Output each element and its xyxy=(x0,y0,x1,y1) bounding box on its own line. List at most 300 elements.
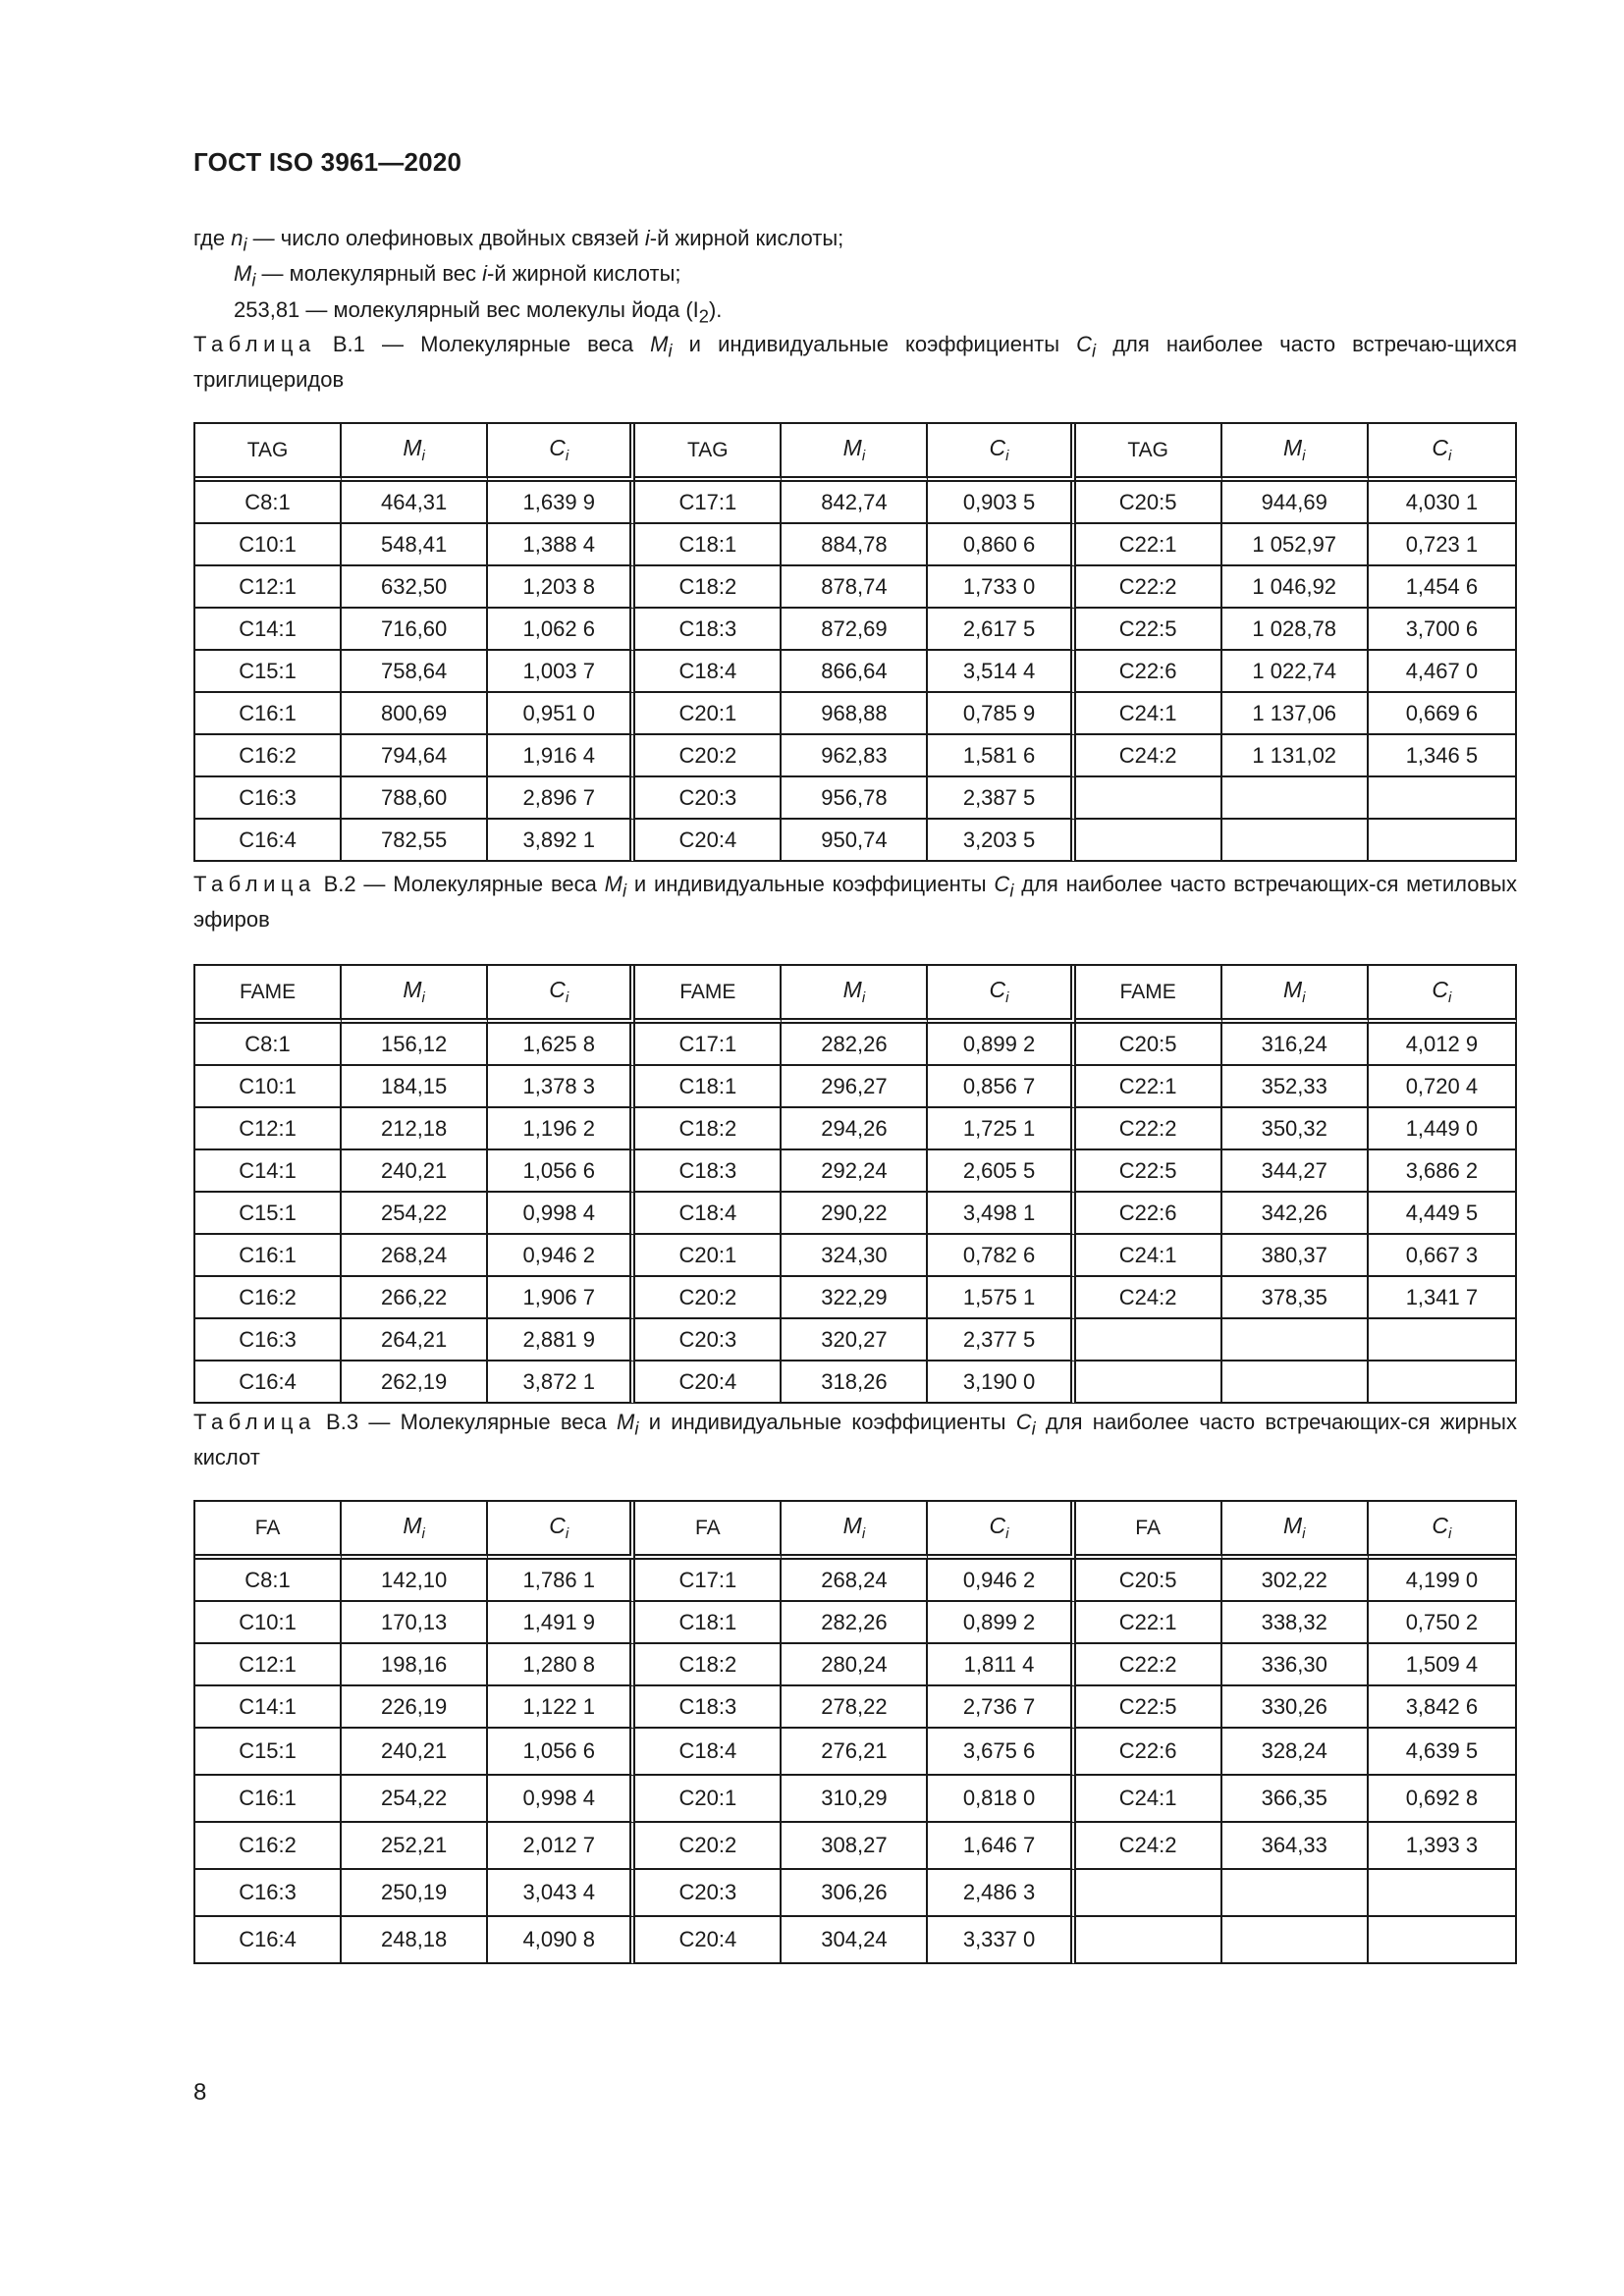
table-cell: 0,946 2 xyxy=(488,1235,635,1277)
table-cell: C22:6 xyxy=(1076,1193,1222,1235)
table-cell: C18:1 xyxy=(635,1066,782,1108)
table-cell: C17:1 xyxy=(635,482,782,524)
column-header-coefficient: $C_i$ xyxy=(488,1502,635,1560)
table-cell: C18:1 xyxy=(635,524,782,566)
table-cell: C18:2 xyxy=(635,566,782,609)
column-header-compound: FAME xyxy=(1076,966,1222,1024)
document-header: ГОСТ ISO 3961—2020 xyxy=(193,147,462,177)
table-cell: C18:2 xyxy=(635,1108,782,1150)
table-cell: C20:3 xyxy=(635,1870,782,1917)
column-header-compound: FAME xyxy=(195,966,342,1024)
table-cell: C8:1 xyxy=(195,1560,342,1602)
table-cell: 1,449 0 xyxy=(1369,1108,1517,1150)
table-row xyxy=(195,482,1517,524)
table-cell: 252,21 xyxy=(342,1823,488,1870)
table-cell: C12:1 xyxy=(195,566,342,609)
column-header-mass: $M_i$ xyxy=(782,1502,928,1560)
table-cell: 1 046,92 xyxy=(1222,566,1369,609)
table-cell: 266,22 xyxy=(342,1277,488,1319)
data-table xyxy=(193,1500,1517,1964)
table-caption: Таблица В.1 — Молекулярные веса $M_i$ и индивидуальные коэффициенты $C_i$ для наиболее часто встречаю-щихся триглицеридов xyxy=(193,332,1518,393)
table-cell: C14:1 xyxy=(195,1686,342,1729)
table-cell: C12:1 xyxy=(195,1108,342,1150)
table-cell: 968,88 xyxy=(782,693,928,735)
column-header-compound: FA xyxy=(1076,1502,1222,1560)
table-cell: 788,60 xyxy=(342,777,488,820)
table-cell: 330,26 xyxy=(1222,1686,1369,1729)
table-cell: 1 028,78 xyxy=(1222,609,1369,651)
table-cell: 4,090 8 xyxy=(488,1917,635,1964)
table-cell xyxy=(1222,1917,1369,1964)
table-cell: 3,514 4 xyxy=(928,651,1075,693)
table-cell: 1,581 6 xyxy=(928,735,1075,777)
table-row xyxy=(195,1870,1517,1917)
table-cell: 254,22 xyxy=(342,1193,488,1235)
table-cell: 2,387 5 xyxy=(928,777,1075,820)
table-cell: 308,27 xyxy=(782,1823,928,1870)
column-header-coefficient: $C_i$ xyxy=(1369,1502,1517,1560)
table-cell: 1,725 1 xyxy=(928,1108,1075,1150)
table-cell: C18:3 xyxy=(635,1686,782,1729)
table-cell: C20:5 xyxy=(1076,1024,1222,1066)
table-cell: C22:2 xyxy=(1076,566,1222,609)
table-cell: 3,872 1 xyxy=(488,1362,635,1404)
table-cell: 1,056 6 xyxy=(488,1150,635,1193)
table-cell: C16:2 xyxy=(195,735,342,777)
table-cell: 350,32 xyxy=(1222,1108,1369,1150)
table-cell: 1 022,74 xyxy=(1222,651,1369,693)
table-cell: 1,733 0 xyxy=(928,566,1075,609)
column-header-mass: $M_i$ xyxy=(1222,966,1369,1024)
table-row xyxy=(195,1235,1517,1277)
table-cell: 2,881 9 xyxy=(488,1319,635,1362)
table-cell: C20:4 xyxy=(635,1917,782,1964)
table-cell: 800,69 xyxy=(342,693,488,735)
table-cell: 4,030 1 xyxy=(1369,482,1517,524)
column-header-mass: $M_i$ xyxy=(342,424,488,482)
table-cell: 1,062 6 xyxy=(488,609,635,651)
table-row xyxy=(195,777,1517,820)
table-cell: 2,012 7 xyxy=(488,1823,635,1870)
table-row xyxy=(195,1108,1517,1150)
table-cell: C17:1 xyxy=(635,1024,782,1066)
column-header-compound: TAG xyxy=(635,424,782,482)
table-cell: 302,22 xyxy=(1222,1560,1369,1602)
table-cell: 364,33 xyxy=(1222,1823,1369,1870)
table-row xyxy=(195,1776,1517,1823)
table-cell: 944,69 xyxy=(1222,482,1369,524)
table-row xyxy=(195,1729,1517,1776)
table-cell: 3,686 2 xyxy=(1369,1150,1517,1193)
table-cell: C24:2 xyxy=(1076,735,1222,777)
table-cell: C8:1 xyxy=(195,482,342,524)
table-cell: 0,669 6 xyxy=(1369,693,1517,735)
table-cell: C10:1 xyxy=(195,1602,342,1644)
table-cell: 2,605 5 xyxy=(928,1150,1075,1193)
table-cell: 548,41 xyxy=(342,524,488,566)
table-cell: 1,509 4 xyxy=(1369,1644,1517,1686)
table-cell: 0,998 4 xyxy=(488,1776,635,1823)
table-cell xyxy=(1076,1870,1222,1917)
table-cell xyxy=(1222,1362,1369,1404)
table-cell: C15:1 xyxy=(195,651,342,693)
table-cell: 632,50 xyxy=(342,566,488,609)
table-cell xyxy=(1222,820,1369,862)
column-header-compound: TAG xyxy=(195,424,342,482)
table-row xyxy=(195,1917,1517,1964)
table-cell: 3,842 6 xyxy=(1369,1686,1517,1729)
table-cell: 250,19 xyxy=(342,1870,488,1917)
table-cell: 0,723 1 xyxy=(1369,524,1517,566)
table-cell: 290,22 xyxy=(782,1193,928,1235)
table-cell: 4,467 0 xyxy=(1369,651,1517,693)
table-cell: 0,860 6 xyxy=(928,524,1075,566)
column-header-coefficient: $C_i$ xyxy=(1369,424,1517,482)
table-cell: 240,21 xyxy=(342,1150,488,1193)
table-cell: C18:3 xyxy=(635,609,782,651)
table-cell: 2,736 7 xyxy=(928,1686,1075,1729)
table-cell: 3,675 6 xyxy=(928,1729,1075,1776)
table-cell xyxy=(1369,1362,1517,1404)
table-cell: 226,19 xyxy=(342,1686,488,1729)
data-table xyxy=(193,422,1517,862)
table-cell: C24:1 xyxy=(1076,1235,1222,1277)
table-cell: C20:2 xyxy=(635,735,782,777)
table-cell: C24:2 xyxy=(1076,1823,1222,1870)
table-cell: 782,55 xyxy=(342,820,488,862)
table-cell: C20:4 xyxy=(635,820,782,862)
table-row xyxy=(195,1277,1517,1319)
table-cell: 212,18 xyxy=(342,1108,488,1150)
table-cell: 0,899 2 xyxy=(928,1602,1075,1644)
table-cell: 306,26 xyxy=(782,1870,928,1917)
table-cell xyxy=(1222,1870,1369,1917)
table-cell: 884,78 xyxy=(782,524,928,566)
table-cell: 0,899 2 xyxy=(928,1024,1075,1066)
table-cell: C20:3 xyxy=(635,777,782,820)
table-cell: 262,19 xyxy=(342,1362,488,1404)
table-cell: 292,24 xyxy=(782,1150,928,1193)
table-cell: 156,12 xyxy=(342,1024,488,1066)
table-cell: 1,639 9 xyxy=(488,482,635,524)
table-cell: 380,37 xyxy=(1222,1235,1369,1277)
table-cell: 3,043 4 xyxy=(488,1870,635,1917)
table-cell: C20:3 xyxy=(635,1319,782,1362)
table-cell: 320,27 xyxy=(782,1319,928,1362)
table-cell: 328,24 xyxy=(1222,1729,1369,1776)
table-cell xyxy=(1076,820,1222,862)
table-cell: 1,646 7 xyxy=(928,1823,1075,1870)
table-cell: 324,30 xyxy=(782,1235,928,1277)
table-cell: 1,203 8 xyxy=(488,566,635,609)
table-cell: 866,64 xyxy=(782,651,928,693)
table-cell: C18:3 xyxy=(635,1150,782,1193)
table-cell: 4,449 5 xyxy=(1369,1193,1517,1235)
table-cell: 342,26 xyxy=(1222,1193,1369,1235)
table-cell: C20:5 xyxy=(1076,482,1222,524)
table-cell: 264,21 xyxy=(342,1319,488,1362)
column-header-coefficient: $C_i$ xyxy=(928,424,1075,482)
table-row xyxy=(195,1644,1517,1686)
table-cell: 1,491 9 xyxy=(488,1602,635,1644)
table-row xyxy=(195,1362,1517,1404)
table-cell: C15:1 xyxy=(195,1729,342,1776)
data-table xyxy=(193,964,1517,1404)
column-header-mass: $M_i$ xyxy=(342,966,488,1024)
table-row xyxy=(195,1024,1517,1066)
table-cell: 0,903 5 xyxy=(928,482,1075,524)
table-cell: 2,377 5 xyxy=(928,1319,1075,1362)
column-header-compound: FAME xyxy=(635,966,782,1024)
table-cell: 240,21 xyxy=(342,1729,488,1776)
table-cell: 0,856 7 xyxy=(928,1066,1075,1108)
legend-line-n: где $n_i$ — число олефиновых двойных связей i-й жирной кислоты; xyxy=(193,226,844,255)
table-row xyxy=(195,1066,1517,1108)
table-cell: 170,13 xyxy=(342,1602,488,1644)
column-header-coefficient: $C_i$ xyxy=(928,1502,1075,1560)
table-cell: C22:6 xyxy=(1076,1729,1222,1776)
column-header-coefficient: $C_i$ xyxy=(1369,966,1517,1024)
table-cell xyxy=(1369,820,1517,862)
table-cell: 0,782 6 xyxy=(928,1235,1075,1277)
table-cell: C22:5 xyxy=(1076,1686,1222,1729)
table-row xyxy=(195,651,1517,693)
table-cell: 0,818 0 xyxy=(928,1776,1075,1823)
table-cell: C20:4 xyxy=(635,1362,782,1404)
table-row xyxy=(195,1602,1517,1644)
table-cell: 296,27 xyxy=(782,1066,928,1108)
table-cell: 142,10 xyxy=(342,1560,488,1602)
table-cell: C22:6 xyxy=(1076,651,1222,693)
table-row xyxy=(195,566,1517,609)
table-cell: C18:4 xyxy=(635,1729,782,1776)
table-cell: 956,78 xyxy=(782,777,928,820)
table-row xyxy=(195,1319,1517,1362)
table-row xyxy=(195,693,1517,735)
table-cell xyxy=(1369,1870,1517,1917)
table-header-row xyxy=(195,966,1517,1024)
table-cell: 366,35 xyxy=(1222,1776,1369,1823)
table-cell: C14:1 xyxy=(195,609,342,651)
table-cell: C15:1 xyxy=(195,1193,342,1235)
table-cell: C12:1 xyxy=(195,1644,342,1686)
table-cell: 1,056 6 xyxy=(488,1729,635,1776)
table-cell: C18:1 xyxy=(635,1602,782,1644)
table-cell: 1,341 7 xyxy=(1369,1277,1517,1319)
table-cell: 282,26 xyxy=(782,1602,928,1644)
table-row xyxy=(195,609,1517,651)
table-cell xyxy=(1222,777,1369,820)
table-cell: C16:3 xyxy=(195,1870,342,1917)
column-header-coefficient: $C_i$ xyxy=(488,966,635,1024)
table-cell: 1 131,02 xyxy=(1222,735,1369,777)
table-cell: C22:2 xyxy=(1076,1108,1222,1150)
table-cell: 1,346 5 xyxy=(1369,735,1517,777)
table-cell: 3,203 5 xyxy=(928,820,1075,862)
table-cell: 282,26 xyxy=(782,1024,928,1066)
table-cell: 294,26 xyxy=(782,1108,928,1150)
table-cell: 280,24 xyxy=(782,1644,928,1686)
table-cell: C16:4 xyxy=(195,820,342,862)
table-cell: 464,31 xyxy=(342,482,488,524)
table-cell: 304,24 xyxy=(782,1917,928,1964)
table-cell: C18:4 xyxy=(635,651,782,693)
table-cell: C16:4 xyxy=(195,1917,342,1964)
table-cell: C10:1 xyxy=(195,1066,342,1108)
table-cell: 0,998 4 xyxy=(488,1193,635,1235)
table-cell: 0,692 8 xyxy=(1369,1776,1517,1823)
table-cell: C16:2 xyxy=(195,1823,342,1870)
table-cell: 4,012 9 xyxy=(1369,1024,1517,1066)
table-cell: C20:5 xyxy=(1076,1560,1222,1602)
table-cell: 0,750 2 xyxy=(1369,1602,1517,1644)
column-header-coefficient: $C_i$ xyxy=(488,424,635,482)
table-cell: 344,27 xyxy=(1222,1150,1369,1193)
table-cell: 1,280 8 xyxy=(488,1644,635,1686)
table-cell: C20:2 xyxy=(635,1823,782,1870)
table-row xyxy=(195,1560,1517,1602)
table-cell: 716,60 xyxy=(342,609,488,651)
table-cell: 1,003 7 xyxy=(488,651,635,693)
table-cell: C18:2 xyxy=(635,1644,782,1686)
table-cell: 322,29 xyxy=(782,1277,928,1319)
table-cell: 2,896 7 xyxy=(488,777,635,820)
table-cell: 878,74 xyxy=(782,566,928,609)
table-cell: 248,18 xyxy=(342,1917,488,1964)
table-cell: C16:2 xyxy=(195,1277,342,1319)
table-cell: C16:1 xyxy=(195,693,342,735)
table-cell: C10:1 xyxy=(195,524,342,566)
column-header-compound: FA xyxy=(635,1502,782,1560)
table-cell: C22:2 xyxy=(1076,1644,1222,1686)
table-cell: 2,617 5 xyxy=(928,609,1075,651)
table-cell: 0,720 4 xyxy=(1369,1066,1517,1108)
table-cell: 0,667 3 xyxy=(1369,1235,1517,1277)
table-cell: 3,892 1 xyxy=(488,820,635,862)
table-cell: 950,74 xyxy=(782,820,928,862)
table-cell: 2,486 3 xyxy=(928,1870,1075,1917)
table-cell: 1 052,97 xyxy=(1222,524,1369,566)
table-cell: C22:1 xyxy=(1076,1602,1222,1644)
table-cell: 4,639 5 xyxy=(1369,1729,1517,1776)
table-cell: 1,196 2 xyxy=(488,1108,635,1150)
table-cell: 758,64 xyxy=(342,651,488,693)
table-cell: 3,700 6 xyxy=(1369,609,1517,651)
column-header-mass: $M_i$ xyxy=(1222,1502,1369,1560)
table-cell: C16:3 xyxy=(195,1319,342,1362)
table-cell: 872,69 xyxy=(782,609,928,651)
table-cell: C16:1 xyxy=(195,1235,342,1277)
table-row xyxy=(195,820,1517,862)
table-caption: Таблица В.3 — Молекулярные веса $M_i$ и индивидуальные коэффициенты $C_i$ для наиболее часто встречающих-ся жирных кислот xyxy=(193,1410,1517,1470)
table-cell xyxy=(1369,1319,1517,1362)
table-cell: 1,378 3 xyxy=(488,1066,635,1108)
table-cell: 352,33 xyxy=(1222,1066,1369,1108)
column-header-mass: $M_i$ xyxy=(342,1502,488,1560)
table-cell: 1,786 1 xyxy=(488,1560,635,1602)
table-cell: C17:1 xyxy=(635,1560,782,1602)
table-cell: C20:2 xyxy=(635,1277,782,1319)
column-header-compound: FA xyxy=(195,1502,342,1560)
table-cell: 0,946 2 xyxy=(928,1560,1075,1602)
table-cell: 3,498 1 xyxy=(928,1193,1075,1235)
table-cell xyxy=(1222,1319,1369,1362)
table-row xyxy=(195,1686,1517,1729)
table-cell: 1,906 7 xyxy=(488,1277,635,1319)
table-cell: 0,785 9 xyxy=(928,693,1075,735)
table-cell: 336,30 xyxy=(1222,1644,1369,1686)
table-cell: 268,24 xyxy=(342,1235,488,1277)
table-cell: 3,190 0 xyxy=(928,1362,1075,1404)
table-cell: 1,575 1 xyxy=(928,1277,1075,1319)
table-cell: C14:1 xyxy=(195,1150,342,1193)
legend-line-m: $M_i$ — молекулярный вес i-й жирной кислоты; xyxy=(234,261,681,291)
table-cell: 4,199 0 xyxy=(1369,1560,1517,1602)
column-header-mass: $M_i$ xyxy=(782,966,928,1024)
table-cell: C24:1 xyxy=(1076,1776,1222,1823)
table-cell xyxy=(1369,777,1517,820)
table-cell: 1,454 6 xyxy=(1369,566,1517,609)
table-cell: 1 137,06 xyxy=(1222,693,1369,735)
table-cell: 1,916 4 xyxy=(488,735,635,777)
table-cell: 962,83 xyxy=(782,735,928,777)
column-header-coefficient: $C_i$ xyxy=(928,966,1075,1024)
table-cell xyxy=(1076,1362,1222,1404)
table-cell: 794,64 xyxy=(342,735,488,777)
table-cell: C24:1 xyxy=(1076,693,1222,735)
table-cell: C16:3 xyxy=(195,777,342,820)
table-cell: 318,26 xyxy=(782,1362,928,1404)
table-cell: 268,24 xyxy=(782,1560,928,1602)
table-cell: 1,811 4 xyxy=(928,1644,1075,1686)
formula-legend xyxy=(193,224,843,331)
table-cell: C18:4 xyxy=(635,1193,782,1235)
column-header-compound: TAG xyxy=(1076,424,1222,482)
table-cell: C20:1 xyxy=(635,1235,782,1277)
table-cell: 842,74 xyxy=(782,482,928,524)
table-row xyxy=(195,735,1517,777)
table-cell: 0,951 0 xyxy=(488,693,635,735)
table-header-row xyxy=(195,1502,1517,1560)
column-header-mass: $M_i$ xyxy=(1222,424,1369,482)
page-number: 8 xyxy=(193,2079,207,2106)
table-cell xyxy=(1076,1917,1222,1964)
table-cell: 198,16 xyxy=(342,1644,488,1686)
table-cell: 1,122 1 xyxy=(488,1686,635,1729)
table-cell: 276,21 xyxy=(782,1729,928,1776)
table-cell: C16:4 xyxy=(195,1362,342,1404)
table-cell: 3,337 0 xyxy=(928,1917,1075,1964)
table-cell: C20:1 xyxy=(635,693,782,735)
table-cell: 338,32 xyxy=(1222,1602,1369,1644)
table-cell: C22:5 xyxy=(1076,609,1222,651)
table-cell xyxy=(1076,1319,1222,1362)
table-cell: C8:1 xyxy=(195,1024,342,1066)
table-cell: C22:1 xyxy=(1076,524,1222,566)
table-cell: 378,35 xyxy=(1222,1277,1369,1319)
table-cell: 1,388 4 xyxy=(488,524,635,566)
table-cell: 278,22 xyxy=(782,1686,928,1729)
table-row xyxy=(195,1823,1517,1870)
table-cell: 254,22 xyxy=(342,1776,488,1823)
table-cell: 1,393 3 xyxy=(1369,1823,1517,1870)
table-header-row xyxy=(195,424,1517,482)
table-row xyxy=(195,1193,1517,1235)
table-cell: C22:5 xyxy=(1076,1150,1222,1193)
column-header-mass: $M_i$ xyxy=(782,424,928,482)
table-cell: 316,24 xyxy=(1222,1024,1369,1066)
table-row xyxy=(195,524,1517,566)
